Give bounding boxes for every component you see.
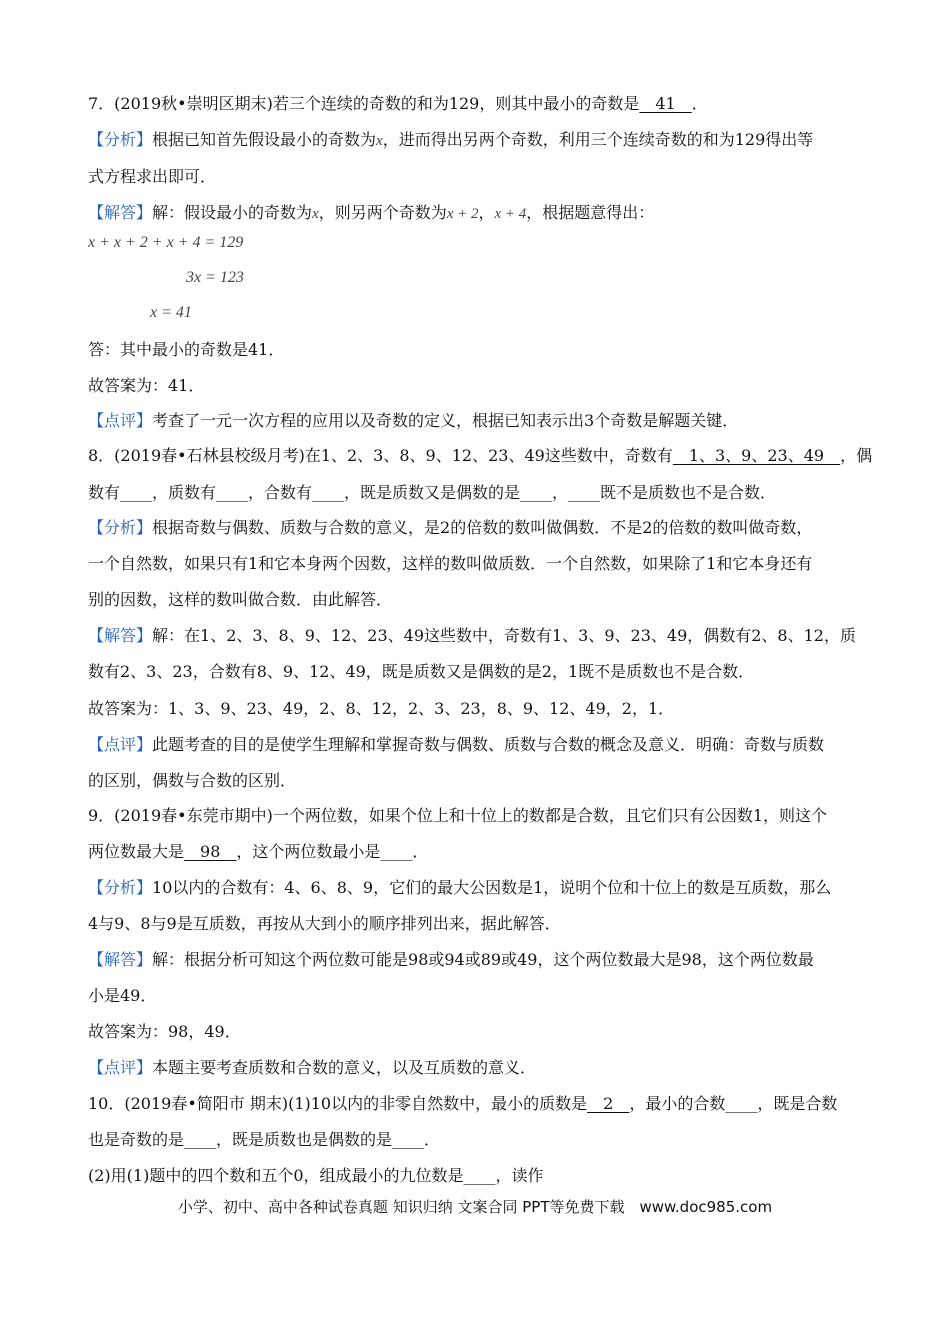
- q8-analysis: 【分析】根据奇数与偶数、质数与合数的意义，是2的倍数的数叫做偶数．不是2的倍数的数叫做奇数，: [88, 518, 813, 537]
- q9-final-answer: 故答案为：98，49．: [88, 1022, 241, 1041]
- q8-stem: 8．(2019春•石林县校级月考)在1、2、3、8、9、12、23、49这些数中，奇数有 1、3、9、23、49 ，偶: [88, 446, 873, 465]
- q10-answer-blank: 2: [587, 1094, 630, 1113]
- q7-final-answer: 故答案为：41．: [88, 376, 205, 395]
- q9-answer-blank: 98: [184, 842, 237, 861]
- q9-review: 【点评】本题主要考查质数和合数的意义，以及互质数的意义．: [88, 1058, 537, 1077]
- q7-equation-2: 3x = 123: [186, 269, 244, 286]
- analysis-tag: 【分析】: [88, 130, 153, 149]
- analysis-tag: 【分析】: [88, 878, 153, 897]
- analysis-tag: 【分析】: [88, 518, 153, 537]
- review-tag: 【点评】: [88, 411, 153, 430]
- q8-review: 【点评】此题考查的目的是使学生理解和掌握奇数与偶数、质数与合数的概念及意义．明确：奇数与质数: [88, 735, 825, 754]
- q10-part-2: (2)用(1)题中的四个数和五个0，组成最小的九位数是____，读作: [88, 1166, 544, 1185]
- q8-final-answer: 故答案为：1、3、9、23、49，2、8、12，2、3、23，8、9、12、49，2，1．: [88, 699, 675, 718]
- q8-analysis-cont-1: 一个自然数，如果只有1和它本身两个因数，这样的数叫做质数．一个自然数，如果除了1和它本身还有: [88, 554, 813, 573]
- page-footer: 小学、初中、高中各种试卷真题 知识归纳 文案合同 PPT等免费下载 www.doc985.com: [177, 1198, 773, 1216]
- q7-answer-blank: 41: [639, 94, 692, 113]
- q7-answer-line: 答：其中最小的奇数是41．: [88, 340, 285, 359]
- q7-solution: 【解答】解：假设最小的奇数为x，则另两个奇数为x + 2，x + 4，根据题意得出：: [88, 203, 655, 222]
- q7-review: 【点评】考查了一元一次方程的应用以及奇数的定义，根据已知表示出3个奇数是解题关键．: [88, 411, 739, 430]
- q9-analysis-cont: 4与9、8与9是互质数，再按从大到小的顺序排列出来，据此解答．: [88, 914, 561, 933]
- solution-tag: 【解答】: [88, 950, 153, 969]
- q7-equation-1: x + x + 2 + x + 4 = 129: [88, 234, 244, 251]
- q7-analysis: 【分析】根据已知首先假设最小的奇数为x，进而得出另两个奇数，利用三个连续奇数的和为129得出等: [88, 130, 814, 149]
- q9-stem-cont: 两位数最大是 98 ，这个两位数最小是____．: [88, 842, 429, 861]
- q8-solution: 【解答】解：在1、2、3、8、9、12、23、49这些数中，奇数有1、3、9、23、49，偶数有2、8、12，质: [88, 626, 856, 645]
- q10-stem-cont: 也是奇数的是____，既是质数也是偶数的是____．: [88, 1130, 441, 1149]
- solution-tag: 【解答】: [88, 203, 153, 222]
- q8-answer-blank: 1、3、9、23、49: [672, 446, 841, 465]
- q9-stem: 9．(2019春•东莞市期中)一个两位数，如果个位上和十位上的数都是合数，且它们只有公因数1，则这个: [88, 806, 828, 825]
- q7-equation-3: x = 41: [150, 304, 192, 321]
- q10-stem: 10．(2019春•简阳市 期末)(1)10以内的非零自然数中，最小的质数是 2 ，最小的合数____，既是合数: [88, 1094, 838, 1113]
- solution-tag: 【解答】: [88, 626, 153, 645]
- q8-review-cont: 的区别，偶数与合数的区别．: [88, 771, 297, 790]
- q8-stem-cont: 数有____，质数有____，合数有____，既是质数又是偶数的是____，____既不是质数也不是合数．: [88, 483, 777, 502]
- q8-solution-cont: 数有2、3、23，合数有8、9、12、49，既是质数又是偶数的是2，1既不是质数也不是合数．: [88, 662, 755, 681]
- review-tag: 【点评】: [88, 1058, 153, 1077]
- q9-solution-cont: 小是49．: [88, 986, 157, 1005]
- q8-analysis-cont-2: 别的因数，这样的数叫做合数．由此解答．: [88, 590, 393, 609]
- q9-solution: 【解答】解：根据分析可知这个两位数可能是98或94或89或49，这个两位数最大是98，这个两位数最: [88, 950, 814, 969]
- q7-stem: 7．(2019秋•崇明区期末)若三个连续的奇数的和为129，则其中最小的奇数是 41 ．: [88, 94, 708, 113]
- review-tag: 【点评】: [88, 735, 153, 754]
- q7-analysis-cont: 式方程求出即可．: [88, 167, 217, 186]
- q9-analysis: 【分析】10以内的合数有：4、6、8、9，它们的最大公因数是1，说明个位和十位上的数是互质数，那么: [88, 878, 832, 897]
